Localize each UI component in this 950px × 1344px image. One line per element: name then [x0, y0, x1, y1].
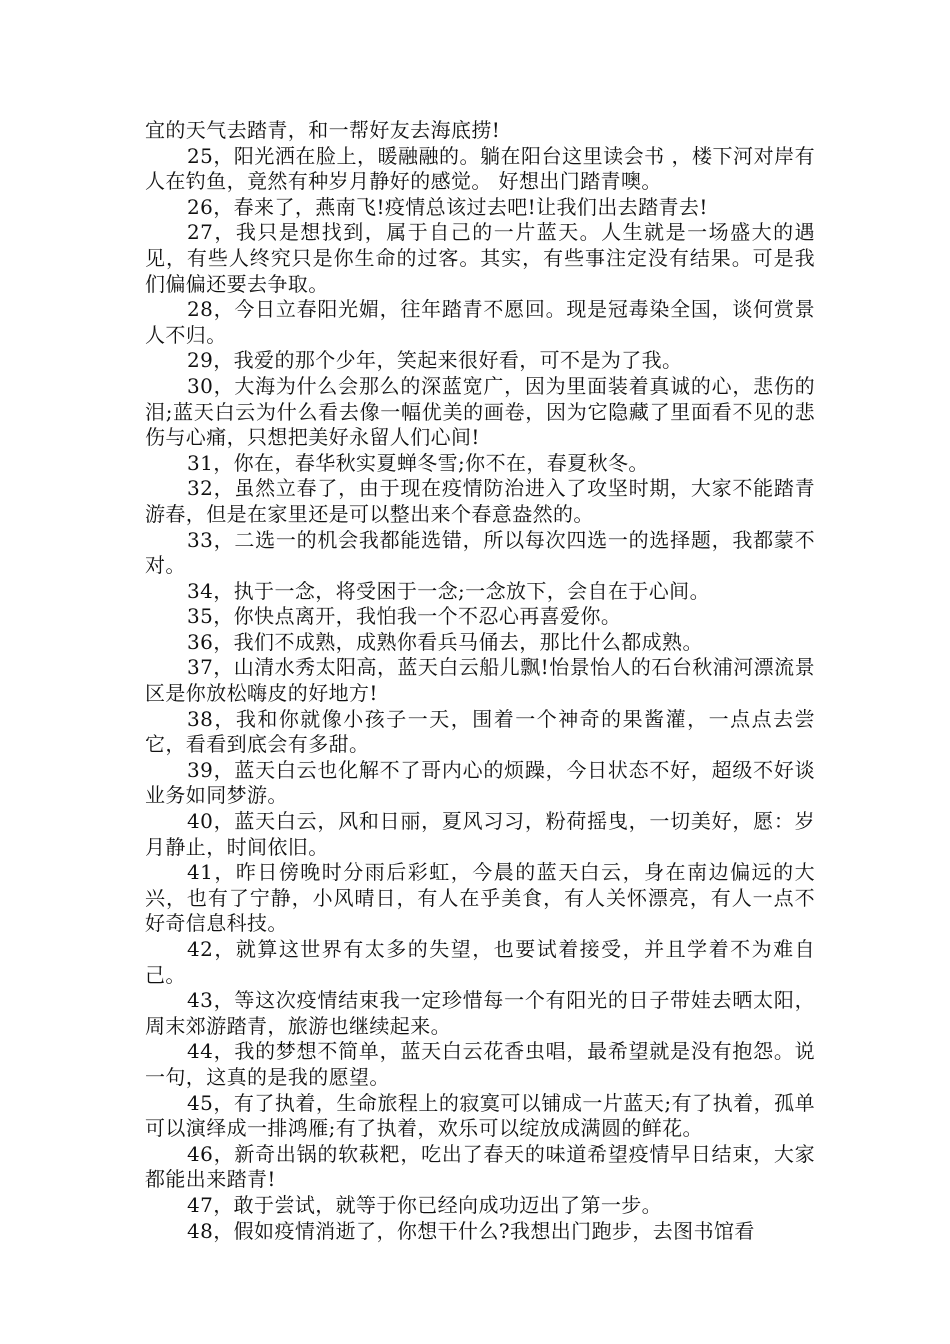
- paragraph: 41，昨日傍晚时分雨后彩虹，今晨的蓝天白云，身在南边偏远的大兴，也有了宁静，小风晴日，有人在乎美食，有人关怀漂亮，有人一点不好奇信息科技。: [145, 860, 815, 936]
- paragraph: 25，阳光洒在脸上，暖融融的。躺在阳台这里读会书 ，楼下河对岸有人在钓鱼，竟然有种岁月静好的感觉。 好想出门踏青噢。: [145, 143, 815, 194]
- paragraph: 45，有了执着，生命旅程上的寂寞可以铺成一片蓝天;有了执着，孤单可以演绎成一排鸿雁;有了执着，欢乐可以绽放成满圆的鲜花。: [145, 1090, 815, 1141]
- paragraph: 47，敢于尝试，就等于你已经向成功迈出了第一步。: [187, 1192, 663, 1217]
- paragraph: 29，我爱的那个少年，笑起来很好看，可不是为了我。: [187, 348, 683, 373]
- paragraph: 42，就算这世界有太多的失望，也要试着接受，并且学着不为难自己。: [145, 937, 815, 987]
- paragraph: 28，今日立春阳光媚，往年踏青不愿回。现是冠毒染全国，谈何赏景人不归。: [145, 297, 815, 347]
- paragraph: 38，我和你就像小孩子一天，围着一个神奇的果酱灌，一点点去尝它，看看到底会有多甜。: [145, 706, 815, 757]
- paragraph: 37，山清水秀太阳高，蓝天白云船儿飘!怡景怡人的石台秋浦河漂流景区是你放松嗨皮的好地方!: [145, 655, 815, 706]
- paragraph: 46，新奇出锅的软萩粑，吃出了春天的味道希望疫情早日结束，大家都能出来踏青!: [145, 1141, 815, 1192]
- paragraph: 26，春来了，燕南飞!疫情总该过去吧!让我们出去踏青去!: [187, 194, 708, 219]
- paragraph: 32，虽然立春了，由于现在疫情防治进入了攻坚时期，大家不能踏青游春，但是在家里还是可以整出来个春意盎然的。: [145, 476, 815, 526]
- paragraph: 31，你在，春华秋实夏蝉冬雪;你不在，春夏秋冬。: [187, 450, 649, 475]
- paragraph: 宜的天气去踏青，和一帮好友去海底捞!: [145, 118, 501, 142]
- paragraph: 39，蓝天白云也化解不了哥内心的烦躁，今日状态不好，超级不好谈业务如同梦游。: [145, 757, 815, 808]
- paragraph: 44，我的梦想不简单，蓝天白云花香虫唱，最希望就是没有抱怨。说一句，这真的是我的愿望。: [145, 1039, 815, 1089]
- paragraph: 30，大海为什么会那么的深蓝宽广，因为里面装着真诚的心，悲伤的泪;蓝天白云为什么看去像一幅优美的画卷，因为它隐藏了里面看不见的悲伤与心痛，只想把美好永留人们心间!: [145, 373, 815, 450]
- paragraph: 36，我们不成熟，成熟你看兵马俑去，那比什么都成熟。: [187, 629, 703, 654]
- paragraph: 34，执于一念，将受困于一念;一念放下，会自在于心间。: [187, 578, 710, 603]
- paragraph: 43，等这次疫情结束我一定珍惜每一个有阳光的日子带娃去晒太阳，周末郊游踏青，旅游也继续起来。: [145, 988, 815, 1038]
- paragraph: 48，假如疫情消逝了，你想干什么?我想出门跑步，去图书馆看: [187, 1218, 755, 1243]
- paragraph: 40，蓝天白云，风和日丽，夏风习习，粉荷摇曳，一切美好，愿：岁月静止，时间依旧。: [145, 809, 815, 859]
- paragraph: 35，你快点离开，我怕我一个不忍心再喜爱你。: [187, 604, 622, 629]
- paragraph: 27，我只是想找到，属于自己的一片蓝天。人生就是一场盛大的遇见，有些人终究只是你生命的过客。其实，有些事注定没有结果。可是我们偏偏还要去争取。: [145, 220, 815, 296]
- paragraph: 33，二选一的机会我都能选错，所以每次四选一的选择题，我都蒙不对。: [145, 527, 815, 578]
- document-body: [145, 118, 815, 1244]
